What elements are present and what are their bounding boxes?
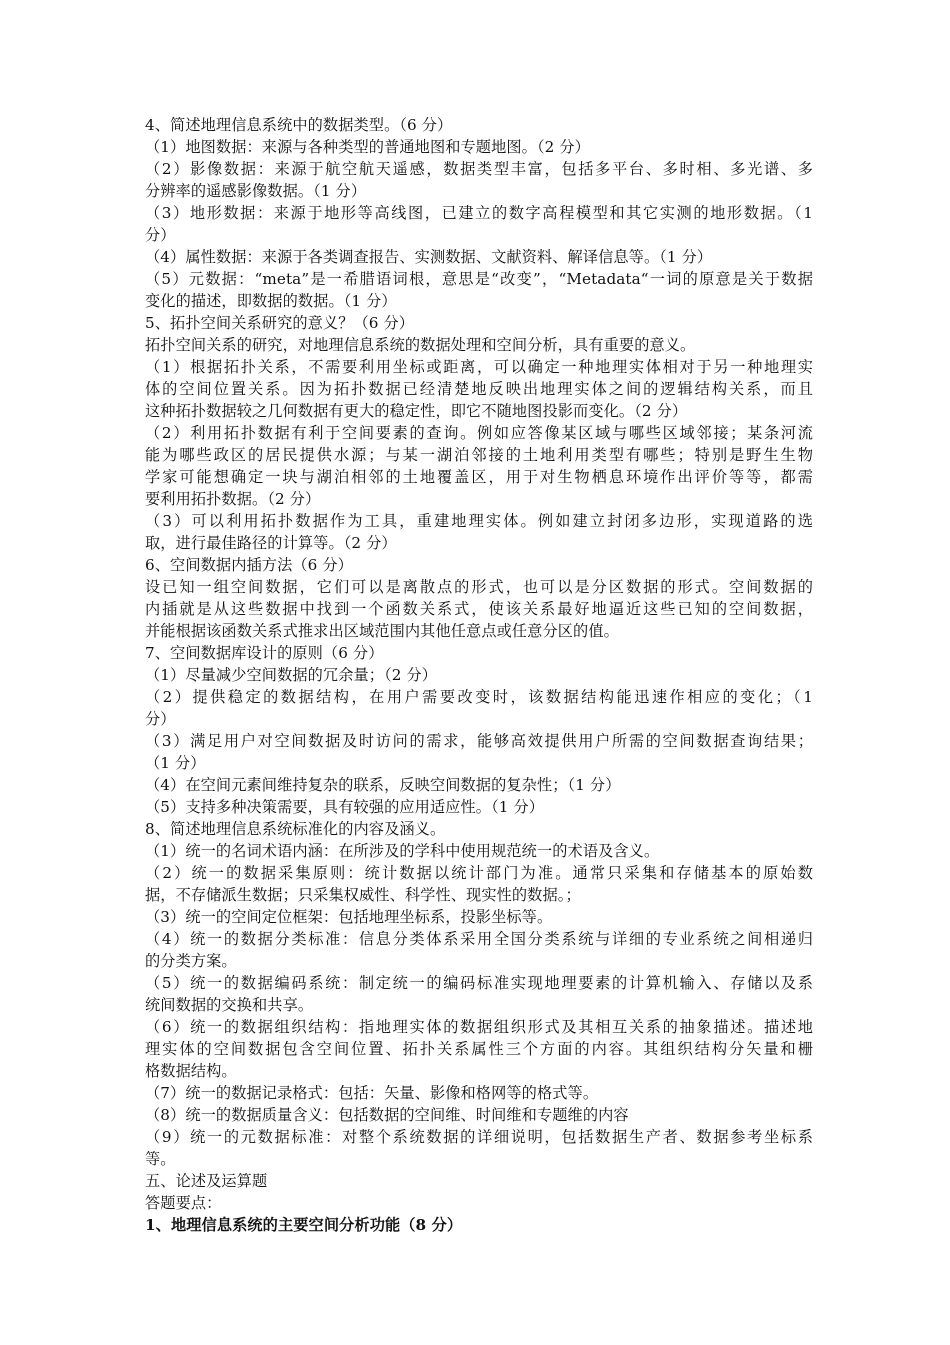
answer-7-4: （4）在空间元素间维持复杂的联系，反映空间数据的复杂性；（1 分） bbox=[145, 776, 621, 794]
document-body bbox=[145, 114, 813, 1236]
answer-8-3: （3）统一的空间定位框架：包括地理坐标系，投影坐标等。 bbox=[145, 908, 553, 926]
answer-6-line-3: 并能根据该函数关系式推求出区域范围内其他任意点或任意分区的值。 bbox=[145, 622, 619, 640]
answer-5-2-line-3: 学家可能想确定一块与湖泊相邻的土地覆盖区，用于对生物栖息环境作出评价等等，都需 bbox=[145, 468, 813, 486]
question-7-heading: 7、空间数据库设计的原则（6 分） bbox=[145, 644, 384, 662]
answer-8-5-line-2: 统间数据的交换和共享。 bbox=[145, 996, 314, 1014]
answer-8-7: （7）统一的数据记录格式：包括：矢量、影像和格网等的格式等。 bbox=[145, 1084, 599, 1102]
answer-8-2-line-2: 据，不存储派生数据；只采集权威性、科学性、现实性的数据。； bbox=[145, 886, 581, 904]
answer-4-3-line-1: （3）地形数据：来源于地形等高线图，已建立的数字高程模型和其它实测的地形数据。（1 bbox=[145, 204, 813, 222]
question-5-heading: 5、拓扑空间关系研究的意义？（6 分） bbox=[145, 314, 415, 332]
answer-8-9-line-2: 等。 bbox=[145, 1150, 176, 1168]
answer-7-3-line-2: （1 分） bbox=[145, 754, 206, 772]
answer-4-5-line-2: 变化的描述，即数据的数据。（1 分） bbox=[145, 292, 397, 310]
answer-4-3-line-2: 分） bbox=[145, 226, 176, 244]
answer-8-6-line-3: 格数据结构。 bbox=[145, 1062, 237, 1080]
answer-5-1-line-1: （1）根据拓扑关系，不需要利用坐标或距离，可以确定一种地理实体相对于另一种地理实 bbox=[145, 358, 813, 376]
answer-8-4-line-2: 的分类方案。 bbox=[145, 952, 237, 970]
answer-8-5-line-1: （5）统一的数据编码系统：制定统一的编码标准实现地理要素的计算机输入、存储以及系 bbox=[145, 974, 813, 992]
answer-6-line-2: 内插就是从这些数据中找到一个函数关系式，使该关系最好地逼近这些已知的空间数据， bbox=[145, 600, 813, 618]
answer-8-6-line-1: （6）统一的数据组织结构：指地理实体的数据组织形式及其相互关系的抽象描述。描述地 bbox=[145, 1018, 813, 1036]
answer-5-3-line-1: （3）可以利用拓扑数据作为工具，重建地理实体。例如建立封闭多边形，实现道路的选 bbox=[145, 512, 813, 530]
answer-5-2-line-4: 要利用拓扑数据。（2 分） bbox=[145, 490, 321, 508]
answer-8-6-line-2: 理实体的空间数据包含空间位置、拓扑关系属性三个方面的内容。其组织结构分矢量和栅 bbox=[145, 1040, 813, 1058]
answer-4-2-line-1: （2）影像数据：来源于航空航天遥感，数据类型丰富，包括多平台、多时相、多光谱、多 bbox=[145, 160, 813, 178]
answer-7-2-line-2: 分） bbox=[145, 710, 176, 728]
answer-7-2-line-1: （2）提供稳定的数据结构，在用户需要改变时，该数据结构能迅速作相应的变化；（1 bbox=[145, 688, 813, 706]
answer-8-1: （1）统一的名词术语内涵：在所涉及的学科中使用规范统一的术语及含义。 bbox=[145, 842, 660, 860]
question-6-heading: 6、空间数据内插方法（6 分） bbox=[145, 556, 353, 574]
answer-key-label: 答题要点： bbox=[145, 1194, 222, 1212]
answer-7-3-line-1: （3）满足用户对空间数据及时访问的需求，能够高效提供用户所需的空间数据查询结果； bbox=[145, 732, 813, 750]
answer-6-line-1: 设已知一组空间数据，它们可以是离散点的形式，也可以是分区数据的形式。空间数据的 bbox=[145, 578, 813, 596]
answer-8-8: （8）统一的数据质量含义：包括数据的空间维、时间维和专题维的内容 bbox=[145, 1106, 629, 1124]
answer-8-2-line-1: （2）统一的数据采集原则：统计数据以统计部门为准。通常只采集和存储基本的原始数 bbox=[145, 864, 813, 882]
answer-5-1-line-3: 这种拓扑数据较之几何数据有更大的稳定性，即它不随地图投影而变化。（2 分） bbox=[145, 402, 688, 420]
answer-4-2-line-2: 分辨率的遥感影像数据。（1 分） bbox=[145, 182, 367, 200]
question-1-heading: 1、地理信息系统的主要空间分析功能（8 分） bbox=[145, 1216, 463, 1234]
answer-4-4: （4）属性数据：来源于各类调查报告、实测数据、文献资料、解译信息等。（1 分） bbox=[145, 248, 713, 266]
answer-8-9-line-1: （9）统一的元数据标准：对整个系统数据的详细说明，包括数据生产者、数据参考坐标系 bbox=[145, 1128, 813, 1146]
section-5-heading: 五、论述及运算题 bbox=[145, 1172, 268, 1190]
answer-7-1: （1）尽量减少空间数据的冗余量；（2 分） bbox=[145, 666, 438, 684]
question-8-heading: 8、简述地理信息系统标准化的内容及涵义。 bbox=[145, 820, 446, 838]
answer-8-4-line-1: （4）统一的数据分类标准：信息分类体系采用全国分类系统与详细的专业系统之间相递归 bbox=[145, 930, 813, 948]
answer-4-1: （1）地图数据：来源与各种类型的普通地图和专题地图。（2 分） bbox=[145, 138, 590, 156]
answer-5-intro: 拓扑空间关系的研究，对地理信息系统的数据处理和空间分析，具有重要的意义。 bbox=[145, 336, 696, 354]
answer-5-3-line-2: 取，进行最佳路径的计算等。（2 分） bbox=[145, 534, 397, 552]
answer-4-5-line-1: （5）元数据：“meta”是一希腊语词根，意思是“改变”，“Metadata“一词的原意是关于数据 bbox=[145, 270, 813, 288]
answer-7-5: （5）支持多种决策需要，具有较强的应用适应性。（1 分） bbox=[145, 798, 545, 816]
question-4-heading: 4、简述地理信息系统中的数据类型。（6 分） bbox=[145, 116, 453, 134]
answer-5-1-line-2: 体的空间位置关系。因为拓扑数据已经清楚地反映出地理实体之间的逻辑结构关系，而且 bbox=[145, 380, 813, 398]
answer-5-2-line-2: 能为哪些政区的居民提供水源；与某一湖泊邻接的土地利用类型有哪些；特别是野生生物 bbox=[145, 446, 813, 464]
answer-5-2-line-1: （2）利用拓扑数据有利于空间要素的查询。例如应答像某区域与哪些区域邻接；某条河流 bbox=[145, 424, 813, 442]
